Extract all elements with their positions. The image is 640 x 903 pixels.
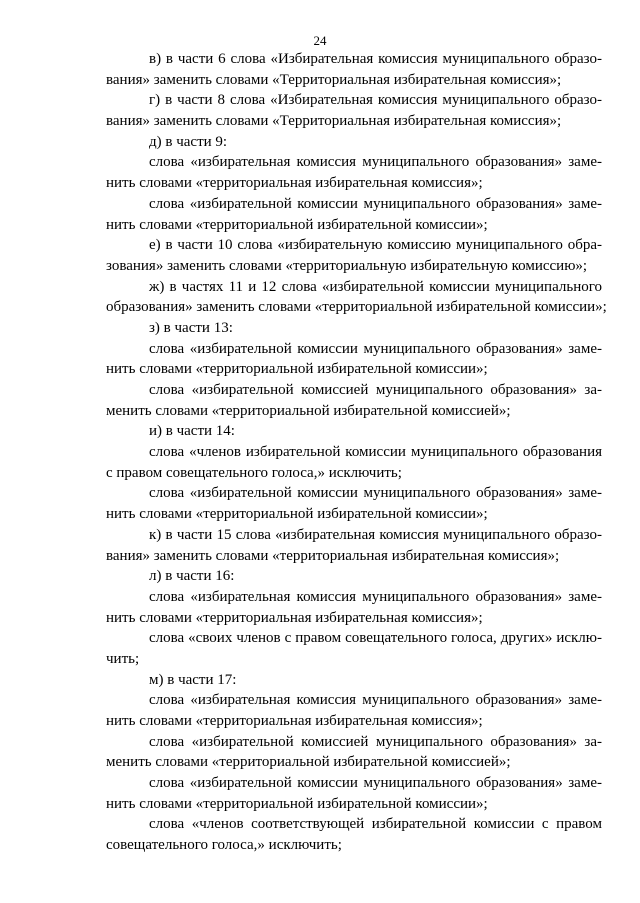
text-line: слова «избирательной комиссией муниципального образования» за- bbox=[149, 382, 602, 398]
text-line: л) в части 16: bbox=[149, 568, 235, 585]
text-line: е) в части 10 слова «избирательную комиссию муниципального обра- bbox=[149, 237, 602, 254]
text-line: слова «избирательной комиссии муниципального образования» заме- bbox=[149, 195, 602, 212]
text-line: слова «избирательная комиссия муниципального образования» заме- bbox=[149, 588, 602, 605]
text-line: нить словами «территориальной избирательной комиссии»; bbox=[106, 216, 488, 233]
text-line: вания» заменить словами «Территориальная избирательная комиссия»; bbox=[106, 71, 562, 88]
text-line: зования» заменить словами «территориальную избирательную комиссию»; bbox=[106, 257, 588, 274]
text-line: слова «своих членов с правом совещательного голоса, других» исклю- bbox=[149, 630, 602, 647]
text-line: вания» заменить словами «территориальная избирательная комиссия»; bbox=[106, 547, 560, 564]
text-line: нить словами «территориальной избирательной комиссии»; bbox=[106, 795, 488, 812]
text-line: д) в части 9: bbox=[149, 133, 228, 150]
document-body bbox=[106, 49, 607, 856]
text-line: м) в части 17: bbox=[149, 671, 237, 688]
text-line: г) в части 8 слова «Избирательная комиссия муниципального образо- bbox=[149, 92, 602, 109]
text-line: и) в части 14: bbox=[149, 423, 235, 440]
text-line: слова «избирательная комиссия муниципального образования» заме- bbox=[149, 154, 602, 171]
text-line: нить словами «территориальная избирательная комиссия»; bbox=[106, 713, 483, 729]
text-line: слова «членов соответствующей избирательной комиссии с правом bbox=[149, 816, 602, 833]
text-line: слова «избирательной комиссии муниципального образования» заме- bbox=[149, 340, 602, 357]
text-line: нить словами «территориальной избирательной комиссии»; bbox=[106, 361, 488, 378]
text-line: с правом совещательного голоса,» исключить; bbox=[106, 464, 402, 481]
text-line: ж) в частях 11 и 12 слова «избирательной комиссии муниципального bbox=[149, 278, 602, 295]
text-line: слова «членов избирательной комиссии муниципального образования bbox=[149, 444, 602, 461]
text-line: к) в части 15 слова «избирательная комиссия муниципального образо- bbox=[149, 526, 602, 543]
text-line: чить; bbox=[106, 650, 140, 667]
page-number: 24 bbox=[313, 33, 327, 48]
text-line: вания» заменить словами «Территориальная избирательная комиссия»; bbox=[106, 113, 562, 130]
text-line: менить словами «территориальной избирательной комиссией»; bbox=[106, 402, 511, 419]
text-line: образования» заменить словами «территориальной избирательной комиссии»; bbox=[106, 299, 607, 316]
text-line: слова «избирательной комиссии муниципального образования» заме- bbox=[149, 485, 602, 502]
text-line: слова «избирательная комиссия муниципального образования» заме- bbox=[149, 692, 602, 709]
text-line: нить словами «территориальная избирательная комиссия»; bbox=[106, 175, 483, 192]
text-line: з) в части 13: bbox=[149, 319, 233, 336]
text-line: нить словами «территориальная избирательная комиссия»; bbox=[106, 609, 483, 626]
text-line: в) в части 6 слова «Избирательная комиссия муниципального образо- bbox=[149, 51, 602, 67]
text-line: менить словами «территориальной избирательной комиссией»; bbox=[106, 754, 511, 771]
text-line: нить словами «территориальной избирательной комиссии»; bbox=[106, 506, 488, 523]
text-line: слова «избирательной комиссией муниципального образования» за- bbox=[149, 733, 602, 750]
text-line: слова «избирательной комиссии муниципального образования» заме- bbox=[149, 775, 602, 792]
text-line: совещательного голоса,» исключить; bbox=[106, 837, 342, 854]
